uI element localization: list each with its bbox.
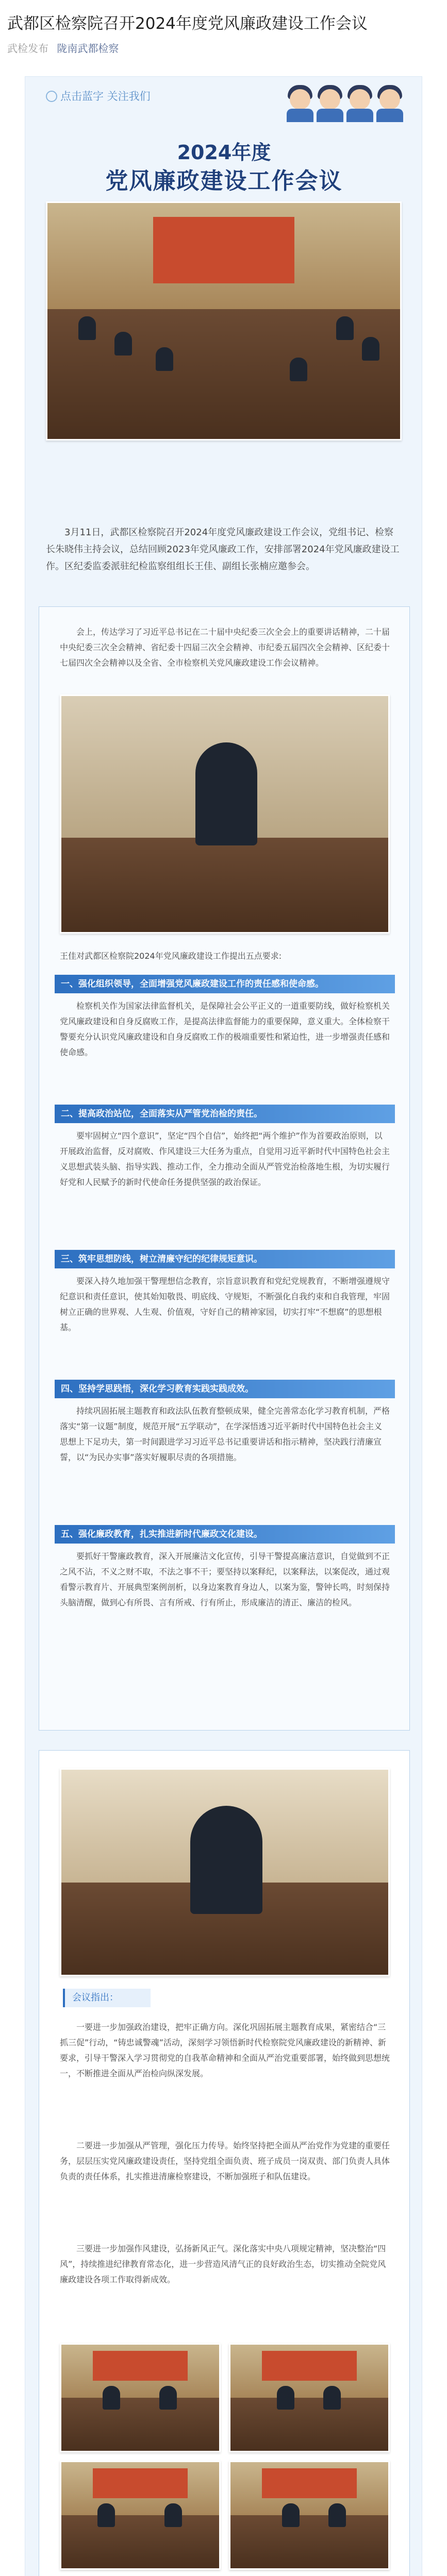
- signing-photo-2: [229, 2343, 390, 2452]
- signing-photo-3: [60, 2461, 221, 2570]
- content-card: [25, 76, 422, 2576]
- follow-arrow-icon: [46, 91, 57, 102]
- requirement-heading-2: 二、提高政治站位，全面落实从严管党治检的责任。: [55, 1105, 395, 1123]
- mascot-illustration: [286, 79, 404, 122]
- section-meeting-points: [39, 1750, 410, 2576]
- article-meta: [7, 40, 119, 55]
- account-link[interactable]: 陇南武都检察: [57, 42, 119, 55]
- speaker-caption: 王佳对武都区检察院2024年党风廉政建设工作提出五点要求:: [60, 951, 282, 961]
- meeting-points-tag: 会议指出：: [63, 1989, 151, 2007]
- speaker-photo: [60, 694, 390, 934]
- requirement-body-4: 持续巩固拓展主题教育和政法队伍教育整顿成果，健全完善常态化学习教育机制，严格落实“第一议题”制度，规范开展“五学联动”，在学深悟透习近平新时代中国特色社会主义思想上下足功夫，第一时间跟进学习习近平总书记重要讲话和指示精神，坚决践行清廉宣誓，以“为民办实事”落实好履职尽责的各项措施。: [60, 1406, 390, 1462]
- requirement-body-1: 检察机关作为国家法律监督机关，是保障社会公平正义的一道重要防线，做好检察机关党风廉政建设和自身反腐败工作，是提高法律监督能力的重要保障，意义重大。全体检察干警要充分认识党风廉政建设和自身反腐败工作的极端重要性和紧迫性，进一步增强责任感和使命感。: [60, 1001, 390, 1057]
- signing-photo-4: [229, 2461, 390, 2570]
- requirement-heading-1: 一、强化组织领导，全面增强党风廉政建设工作的责任感和使命感。: [55, 975, 395, 993]
- requirement-heading-5: 五、强化廉政教育，扎实推进新时代廉政文化建设。: [55, 1525, 395, 1544]
- banner-title-year: 2024年度: [177, 141, 271, 164]
- banner-title-main: 党风廉政建设工作会议: [105, 168, 343, 194]
- meeting-photo-main: [46, 201, 402, 440]
- requirement-heading-3: 三、筑牢思想防线，树立清廉守纪的纪律规矩意识。: [55, 1250, 395, 1268]
- requirement-body-2: 要牢固树立“四个意识”，坚定“四个自信”，始终把“两个维护”作为首要政治原则，以开展政治监督，反对腐败、作风建设三大任务为重点，自觉用习近平新时代中国特色社会主义思想武装头脑、指导实践、推动工作，全力推动全面从严管党治检落地生根，为切实履行好党和人民赋予的新时代使命任务提供坚强的政治保证。: [60, 1131, 390, 1187]
- meeting-point-2: 二要进一步加强从严管理，强化压力传导。始终坚持把全面从严治党作为党建的重要任务，层层压实党风廉政建设责任，坚持党组全面负责、班子成员一岗双责、部门负责人具体负责的责任体系，扎实推进清廉检察建设，不断加强班子和队伍建设。: [60, 2141, 390, 2181]
- intro-paragraph: 会上，传达学习了习近平总书记在二十届中央纪委三次全会上的重要讲话精神，二十届中央纪委三次全会精神、省纪委十四届三次全会精神、市纪委五届四次全会精神、区纪委十七届四次全会精神以及全省、全市检察机关党风廉政建设工作会议精神。: [60, 627, 390, 668]
- follow-prompt[interactable]: [46, 88, 151, 104]
- signing-photo-1: [60, 2343, 221, 2452]
- meeting-point-3: 三要进一步加强作风建设，弘扬新风正气。深化落实中央八项规定精神，坚决整治“四风”，持续推进纪律教育常态化，进一步营造风清气正的良好政治生态，切实推动全院党风廉政建设各项工作取得新成效。: [60, 2244, 386, 2284]
- requirement-body-3: 要深入持久地加强干警理想信念教育，宗旨意识教育和党纪党规教育，不断增强遵规守纪意识和责任意识，使其始知敬畏、明底线、守规矩，不断强化自我约束和自我管理，牢固树立正确的世界观、人生观、价值观，守好自己的精神家园，切实打牢“不想腐”的思想根基。: [60, 1276, 390, 1332]
- section-requirements: [39, 606, 410, 1731]
- source-label: 武检发布: [7, 42, 48, 55]
- article-title: 武都区检察院召开2024年度党风廉政建设工作会议: [7, 14, 368, 33]
- meeting-point-1: 一要进一步加强政治建设，把牢正确方向。深化巩固拓展主题教育成果，紧密结合“三抓三促”行动，“铸忠诚警魂”活动，深刻学习领悟新时代检察院党风廉政建设的新精神、新要求，引导干警深入学习贯彻党的自我革命精神和全面从严治党重要部署，始终做到思想统一，不断推进全面从严治检向纵深发展。: [60, 2022, 390, 2078]
- chief-photo: [60, 1768, 390, 1976]
- requirement-body-5: 要抓好干警廉政教育，深入开展廉洁文化宣传，引导干警提高廉洁意识，自觉做到不正之风不沾，不义之财不取，不法之事不干；要坚持以案释纪，以案释法，以案促改，通过观看警示教育片、开展典型案例剖析，以身边案教育身边人，以案为鉴，警钟长鸣，时刻保持头脑清醒，做到心有所畏、言有所戒、行有所止，形成廉洁的清正、廉洁的检风。: [60, 1551, 390, 1607]
- follow-text: 点击蓝字 关注我们: [60, 90, 151, 103]
- requirement-heading-4: 四、坚持学思践悟，深化学习教育实践实践成效。: [55, 1380, 395, 1398]
- lead-paragraph: 3月11日，武都区检察院召开2024年度党风廉政建设工作会议，党组书记、检察长朱晓伟主持会议，总结回顾2023年党风廉政工作，安排部署2024年党风廉政建设工作。区纪委监委派驻纪检监察组组长王佳、副组长张楠应邀参会。: [46, 527, 400, 572]
